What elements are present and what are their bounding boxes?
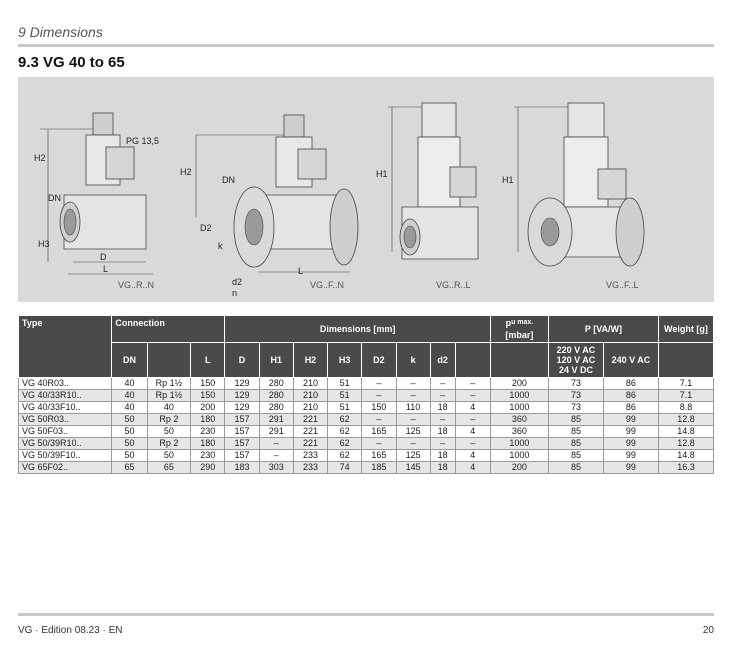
bottom-divider <box>18 613 714 616</box>
cell-d: 157 <box>225 450 259 462</box>
dimension-drawings <box>18 77 714 302</box>
view-vg-r-l <box>376 103 478 290</box>
col-h2: H2 <box>293 343 327 378</box>
cell-type: VG 50/39F10.. <box>19 450 112 462</box>
label-h2-f: H2 <box>180 167 192 177</box>
cell-h3: 51 <box>328 378 362 390</box>
cell-p2: 99 <box>603 426 658 438</box>
caption-vg-r-l: VG..R..L <box>436 280 471 290</box>
cell-d2s: 18 <box>430 426 455 438</box>
cell-d2: – <box>362 414 396 426</box>
col-h3: H3 <box>328 343 362 378</box>
cell-d: 157 <box>225 414 259 426</box>
view-vg-r-n <box>34 113 159 290</box>
cell-n: 4 <box>455 426 490 438</box>
cell-k: 145 <box>396 462 430 474</box>
cell-d2: 150 <box>362 402 396 414</box>
dimensions-table <box>18 315 714 474</box>
cell-n: – <box>455 438 490 450</box>
table-row <box>19 462 714 474</box>
cell-d2: – <box>362 378 396 390</box>
cell-pu: 1000 <box>490 390 548 402</box>
cell-n: 4 <box>455 402 490 414</box>
cell-dn: 50 <box>112 426 147 438</box>
cell-l: 150 <box>191 390 225 402</box>
cell-type: VG 50/39R10.. <box>19 438 112 450</box>
col-weight: Weight [g] <box>658 316 713 343</box>
footer-edition: VG · Edition 08.23 · EN <box>18 625 123 636</box>
cell-pu: 1000 <box>490 438 548 450</box>
col-d2: D2 <box>362 343 396 378</box>
cell-l: 290 <box>191 462 225 474</box>
cell-d2: 185 <box>362 462 396 474</box>
cell-k: 125 <box>396 426 430 438</box>
table-header-row-2 <box>19 343 714 378</box>
cell-h1: 291 <box>259 414 293 426</box>
col-h1: H1 <box>259 343 293 378</box>
table-row <box>19 450 714 462</box>
label-k-f: k <box>218 241 223 251</box>
cell-conn: Rp 1½ <box>147 378 191 390</box>
cell-h3: 51 <box>328 402 362 414</box>
cell-p2: 86 <box>603 390 658 402</box>
col-power: P [VA/W] <box>548 316 658 343</box>
cell-conn: Rp 2 <box>147 438 191 450</box>
label-h1-f: H1 <box>502 175 514 185</box>
label-n-f: n <box>232 288 238 298</box>
cell-conn: 65 <box>147 462 191 474</box>
cell-pu: 200 <box>490 462 548 474</box>
col-connection: Connection <box>112 316 225 343</box>
cell-h1: 291 <box>259 426 293 438</box>
caption-vg-f-l: VG..F..L <box>606 280 639 290</box>
cell-dn: 40 <box>112 390 147 402</box>
cell-d2s: 18 <box>430 462 455 474</box>
cell-weight: 12.8 <box>658 414 713 426</box>
label-d2s-f: d2 <box>232 277 243 287</box>
cell-type: VG 40/33R10.. <box>19 390 112 402</box>
cell-dn: 50 <box>112 438 147 450</box>
cell-p1: 73 <box>548 402 603 414</box>
cell-p1: 85 <box>548 462 603 474</box>
table-header-row-1 <box>19 316 714 343</box>
cell-conn: 50 <box>147 450 191 462</box>
cell-conn: Rp 1½ <box>147 390 191 402</box>
cell-k: 125 <box>396 450 430 462</box>
cell-type: VG 50F03.. <box>19 426 112 438</box>
cell-h2: 210 <box>293 378 327 390</box>
cell-p1: 73 <box>548 378 603 390</box>
cell-type: VG 40R03.. <box>19 378 112 390</box>
table-row <box>19 390 714 402</box>
table-row <box>19 402 714 414</box>
cell-l: 230 <box>191 450 225 462</box>
cell-k: – <box>396 414 430 426</box>
caption-vg-r-n: VG..R..N <box>118 280 155 290</box>
col-p2: 240 V AC <box>603 343 658 378</box>
cell-n: – <box>455 378 490 390</box>
cell-h2: 221 <box>293 438 327 450</box>
cell-dn: 40 <box>112 378 147 390</box>
cell-d: 157 <box>225 438 259 450</box>
cell-h3: 62 <box>328 426 362 438</box>
section-title: 9 Dimensions <box>18 24 103 40</box>
label-dn-f: DN <box>222 175 235 185</box>
cell-n: – <box>455 414 490 426</box>
col-n-blank <box>455 343 490 378</box>
label-h3: H3 <box>38 239 50 249</box>
col-conn-blank <box>147 343 191 378</box>
cell-d2s: – <box>430 378 455 390</box>
table-row <box>19 438 714 450</box>
caption-vg-f-n: VG..F..N <box>310 280 345 290</box>
col-pu: $p^{u max.}$ [mbar] <box>490 316 548 343</box>
table-row <box>19 426 714 438</box>
col-p1: 220 V AC 120 V AC 24 V DC <box>548 343 603 378</box>
cell-l: 230 <box>191 426 225 438</box>
cell-pu: 360 <box>490 414 548 426</box>
cell-d: 129 <box>225 378 259 390</box>
col-l: L <box>191 343 225 378</box>
cell-p1: 85 <box>548 438 603 450</box>
cell-h2: 233 <box>293 450 327 462</box>
label-h2: H2 <box>34 153 46 163</box>
cell-p1: 85 <box>548 450 603 462</box>
col-dn: DN <box>112 343 147 378</box>
cell-pu: 200 <box>490 378 548 390</box>
table-row <box>19 378 714 390</box>
cell-dn: 40 <box>112 402 147 414</box>
table-row <box>19 414 714 426</box>
col-d2s: d2 <box>430 343 455 378</box>
cell-pu: 1000 <box>490 402 548 414</box>
cell-pu: 1000 <box>490 450 548 462</box>
col-weight-blank <box>658 343 713 378</box>
cell-h3: 62 <box>328 414 362 426</box>
cell-p2: 86 <box>603 378 658 390</box>
cell-p1: 85 <box>548 426 603 438</box>
cell-h3: 62 <box>328 450 362 462</box>
col-pu-blank <box>490 343 548 378</box>
cell-type: VG 65F02.. <box>19 462 112 474</box>
cell-l: 180 <box>191 414 225 426</box>
cell-d2: – <box>362 390 396 402</box>
cell-h2: 221 <box>293 414 327 426</box>
cell-d: 129 <box>225 402 259 414</box>
cell-weight: 14.8 <box>658 426 713 438</box>
top-divider <box>18 44 714 47</box>
view-vg-f-l <box>502 103 644 290</box>
cell-p2: 86 <box>603 402 658 414</box>
cell-d2: – <box>362 438 396 450</box>
col-type: Type <box>19 316 112 378</box>
cell-p1: 85 <box>548 414 603 426</box>
cell-dn: 65 <box>112 462 147 474</box>
cell-d2s: – <box>430 438 455 450</box>
cell-conn: Rp 2 <box>147 414 191 426</box>
label-h1-r: H1 <box>376 169 388 179</box>
cell-type: VG 50R03.. <box>19 414 112 426</box>
cell-p1: 73 <box>548 390 603 402</box>
cell-d2s: 18 <box>430 402 455 414</box>
label-d: D <box>100 252 107 262</box>
cell-p2: 99 <box>603 462 658 474</box>
cell-conn: 50 <box>147 426 191 438</box>
cell-h2: 210 <box>293 402 327 414</box>
cell-dn: 50 <box>112 450 147 462</box>
cell-h1: 280 <box>259 390 293 402</box>
cell-weight: 12.8 <box>658 438 713 450</box>
col-k: k <box>396 343 430 378</box>
cell-d: 157 <box>225 426 259 438</box>
cell-p2: 99 <box>603 450 658 462</box>
cell-d2: 165 <box>362 450 396 462</box>
cell-weight: 7.1 <box>658 390 713 402</box>
cell-h1: 303 <box>259 462 293 474</box>
cell-h1: – <box>259 450 293 462</box>
cell-k: – <box>396 438 430 450</box>
cell-d: 183 <box>225 462 259 474</box>
table-body <box>19 378 714 474</box>
cell-p2: 99 <box>603 438 658 450</box>
label-pg: PG 13,5 <box>126 136 160 146</box>
page-number: 20 <box>702 625 714 636</box>
cell-n: 4 <box>455 462 490 474</box>
col-dimensions: Dimensions [mm] <box>225 316 490 343</box>
cell-h2: 210 <box>293 390 327 402</box>
cell-type: VG 40/33F10.. <box>19 402 112 414</box>
cell-h3: 74 <box>328 462 362 474</box>
label-d2-f: D2 <box>200 223 212 233</box>
subsection-title: 9.3 VG 40 to 65 <box>18 54 125 71</box>
cell-d: 129 <box>225 390 259 402</box>
valve-illustrations <box>18 77 714 302</box>
cell-k: 110 <box>396 402 430 414</box>
cell-h2: 221 <box>293 426 327 438</box>
cell-p2: 99 <box>603 414 658 426</box>
cell-weight: 7.1 <box>658 378 713 390</box>
cell-l: 200 <box>191 402 225 414</box>
cell-n: – <box>455 390 490 402</box>
cell-h2: 233 <box>293 462 327 474</box>
cell-k: – <box>396 378 430 390</box>
cell-weight: 14.8 <box>658 450 713 462</box>
cell-h1: – <box>259 438 293 450</box>
cell-weight: 8.8 <box>658 402 713 414</box>
cell-d2s: 18 <box>430 450 455 462</box>
cell-weight: 16.3 <box>658 462 713 474</box>
cell-conn: 40 <box>147 402 191 414</box>
view-vg-f-n <box>180 115 358 298</box>
label-l: L <box>103 264 109 274</box>
cell-dn: 50 <box>112 414 147 426</box>
cell-k: – <box>396 390 430 402</box>
label-dn: DN <box>48 193 61 203</box>
col-d: D <box>225 343 259 378</box>
cell-d2: 165 <box>362 426 396 438</box>
cell-h3: 62 <box>328 438 362 450</box>
cell-pu: 360 <box>490 426 548 438</box>
cell-l: 150 <box>191 378 225 390</box>
cell-d2s: – <box>430 390 455 402</box>
cell-n: 4 <box>455 450 490 462</box>
cell-d2s: – <box>430 414 455 426</box>
label-l-f: L <box>298 266 304 276</box>
cell-h1: 280 <box>259 378 293 390</box>
cell-l: 180 <box>191 438 225 450</box>
cell-h1: 280 <box>259 402 293 414</box>
cell-h3: 51 <box>328 390 362 402</box>
